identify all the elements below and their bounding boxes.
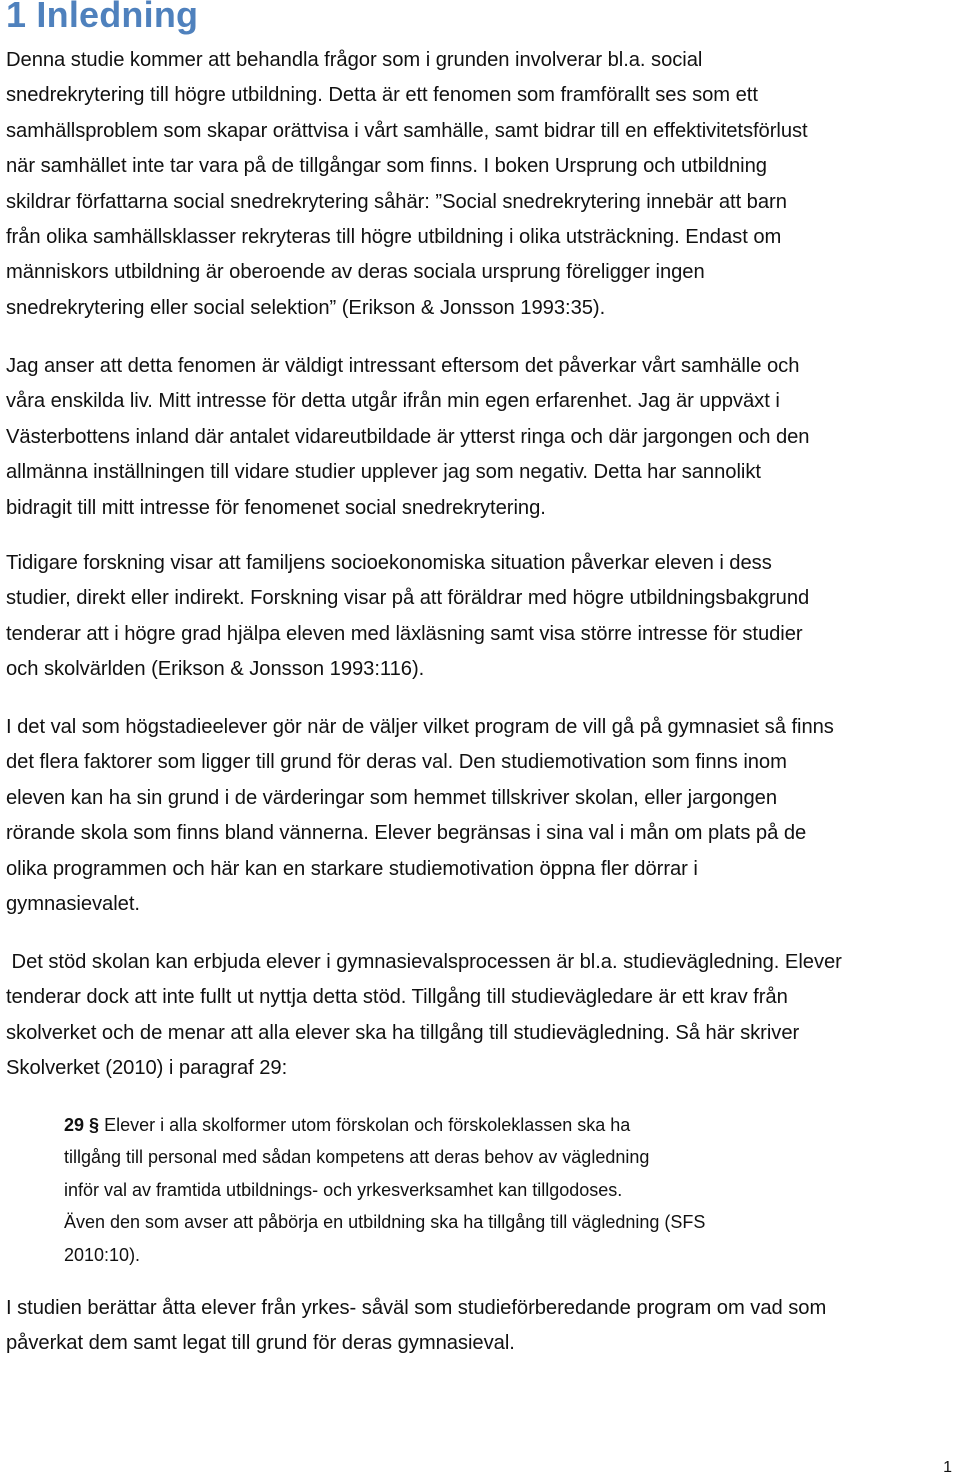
paragraph-intro bbox=[6, 43, 958, 326]
page-number: 1 bbox=[943, 1459, 952, 1476]
text-line: Det stöd skolan kan erbjuda elever i gymnasievalsprocessen är bl.a. studievägledning. Elever bbox=[6, 951, 842, 973]
quote-line: tillgång till personal med sådan kompetens att deras behov av vägledning bbox=[64, 1147, 650, 1168]
text-line: studier, direkt eller indirekt. Forskning visar på att föräldrar med högre utbildningsbakgrund bbox=[6, 587, 810, 610]
quote-line: 2010:10). bbox=[64, 1244, 141, 1265]
paragraph-guidance bbox=[6, 945, 958, 1087]
quote-text: Elever i alla skolformer utom förskolan och förskoleklassen ska ha bbox=[104, 1115, 631, 1135]
text-line: I studien berättar åtta elever från yrkes- såväl som studieförberedande program om vad som bbox=[6, 1297, 827, 1319]
text-line: människors utbildning är oberoende av deras sociala ursprung föreligger ingen bbox=[6, 261, 705, 284]
text-line: tenderar att i högre grad hjälpa eleven med läxläsning samt visa större intresse för studier bbox=[6, 622, 803, 645]
text-line: rörande skola som finns bland vännerna. Elever begränsas i sina val i mån om plats på de bbox=[6, 822, 807, 845]
paragraph-study bbox=[6, 1291, 958, 1362]
paragraph-research bbox=[6, 546, 958, 688]
quote-line bbox=[64, 1109, 824, 1141]
text-line: Denna studie kommer att behandla frågor som i grunden involverar bl.a. social bbox=[6, 49, 703, 71]
text-line: Västerbottens inland där antalet vidareutbildade är ytterst ringa och där jargongen och den bbox=[6, 425, 810, 448]
text-line: när samhället inte tar vara på de tillgångar som finns. I boken Ursprung och utbildning bbox=[6, 155, 767, 178]
text-line: det flera faktorer som ligger till grund för deras val. Den studiemotivation som finns inom bbox=[6, 751, 787, 774]
text-line: allmänna inställningen till vidare studier upplever jag som negativ. Detta har sannolikt bbox=[6, 461, 761, 484]
paragraph-number: 29 § bbox=[64, 1115, 100, 1135]
text-line: snedrekrytering eller social selektion” (Erikson & Jonsson 1993:35). bbox=[6, 296, 606, 319]
text-line: skildrar författarna social snedrekrytering såhär: ”Social snedrekrytering innebär att barn bbox=[6, 190, 787, 213]
text-line: samhällsproblem som skapar orättvisa i vårt samhälle, samt bidrar till en effektivitetsförlust bbox=[6, 119, 808, 142]
text-line: Skolverket (2010) i paragraf 29: bbox=[6, 1057, 288, 1080]
text-line: olika programmen och här kan en starkare studiemotivation öppna fler dörrar i bbox=[6, 857, 698, 880]
paragraph-choices bbox=[6, 710, 958, 922]
quote-line: Även den som avser att påbörja en utbildning ska ha tillgång till vägledning (SFS bbox=[64, 1212, 706, 1233]
text-line: eleven kan ha sin grund i de värderingar som hemmet tillskriver skolan, eller jargongen bbox=[6, 786, 778, 809]
text-line: Tidigare forskning visar att familjens socioekonomiska situation påverkar eleven i dess bbox=[6, 552, 772, 574]
text-line: snedrekrytering till högre utbildning. Detta är ett fenomen som framförallt ses som ett bbox=[6, 84, 758, 107]
text-line: gymnasievalet. bbox=[6, 893, 140, 916]
text-line: Jag anser att detta fenomen är väldigt intressant eftersom det påverkar vårt samhälle och bbox=[6, 355, 800, 377]
text-line: påverkat dem samt legat till grund för deras gymnasieval. bbox=[6, 1332, 515, 1355]
text-line: bidragit till mitt intresse för fenomenet social snedrekrytering. bbox=[6, 496, 546, 519]
text-line: och skolvärlden (Erikson & Jonsson 1993:116). bbox=[6, 658, 425, 681]
text-line: I det val som högstadieelever gör när de väljer vilket program de vill gå på gymnasiet så finns bbox=[6, 716, 834, 738]
text-line: från olika samhällsklasser rekryteras till högre utbildning i olika utsträckning. Endast om bbox=[6, 226, 782, 249]
paragraph-motivation bbox=[6, 349, 958, 526]
text-line: våra enskilda liv. Mitt intresse för detta utgår ifrån min egen erfarenhet. Jag är uppväxt i bbox=[6, 390, 780, 413]
law-quote bbox=[64, 1109, 824, 1271]
section-heading: 1 Inledning bbox=[6, 0, 199, 35]
text-line: tenderar dock att inte fullt ut nyttja detta stöd. Tillgång till studievägledare är ett krav från bbox=[6, 986, 788, 1009]
text-line: skolverket och de menar att alla elever ska ha tillgång till studievägledning. Så här skriver bbox=[6, 1021, 800, 1044]
quote-line: inför val av framtida utbildnings- och yrkesverksamhet kan tillgodoses. bbox=[64, 1179, 623, 1200]
